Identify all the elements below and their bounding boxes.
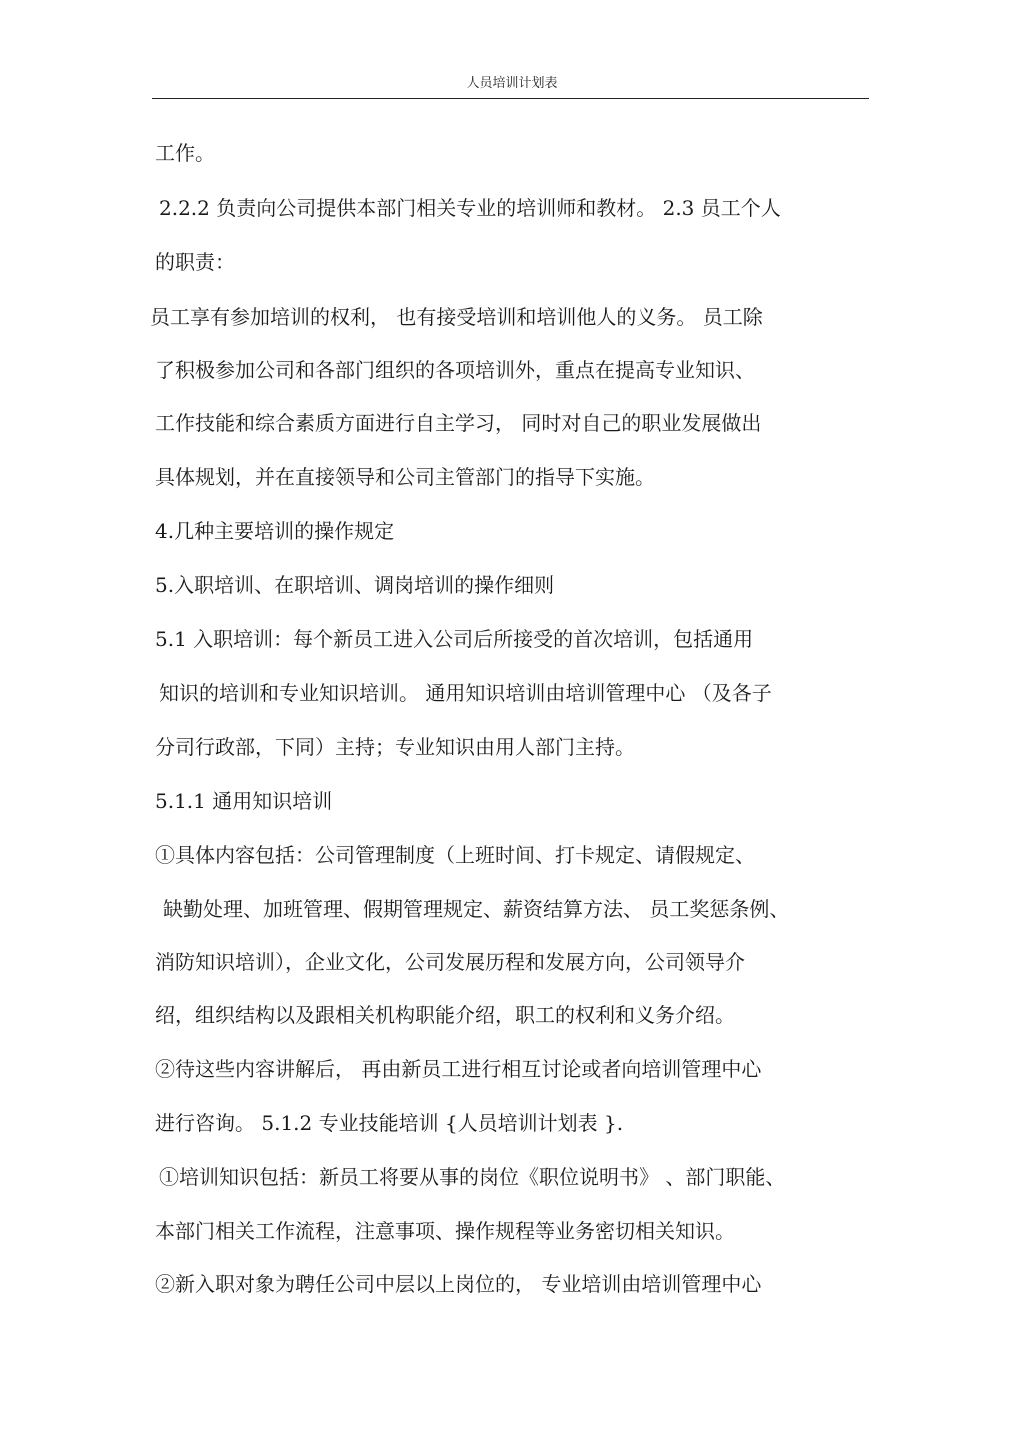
page-header-title: 人员培训计划表 [466,76,558,91]
text-line: 进行咨询。 5.1.2 专业技能培训 {人员培训计划表 }. [155,1111,624,1135]
text-line: ②新入职对象为聘任公司中层以上岗位的， 专业培训由培训管理中心 [155,1272,762,1296]
header-divider [152,98,869,99]
text-line: 了积极参加公司和各部门组织的各项培训外，重点在提高专业知识、 [155,358,755,382]
text-line: 缺勤处理、加班管理、假期管理规定、薪资结算方法、 员工奖惩条例、 [163,897,790,921]
text-line: 具体规划，并在直接领导和公司主管部门的指导下实施。 [155,465,655,489]
text-line: 工作。 [155,141,215,165]
text-line: 5.1 入职培训：每个新员工进入公司后所接受的首次培训，包括通用 [155,627,754,651]
text-line: 4.几种主要培训的操作规定 [155,519,395,543]
text-line: ②待这些内容讲解后， 再由新员工进行相互讨论或者向培训管理中心 [155,1057,762,1081]
text-line: 知识的培训和专业知识培训。 通用知识培训由培训管理中心 （及各子 [159,681,772,705]
text-line: ①培训知识包括：新员工将要从事的岗位《职位说明书》 、部门职能、 [159,1165,786,1189]
text-line: 员工享有参加培训的权利， 也有接受培训和培训他人的义务。 员工除 [150,305,763,329]
text-line: 消防知识培训），企业文化，公司发展历程和发展方向，公司领导介 [155,950,745,974]
text-line: 绍，组织结构以及跟相关机构职能介绍，职工的权利和义务介绍。 [155,1003,735,1027]
text-line: 5.入职培训、在职培训、调岗培训的操作细则 [155,573,555,597]
text-line: 本部门相关工作流程，注意事项、操作规程等业务密切相关知识。 [155,1219,735,1243]
text-line: 5.1.1 通用知识培训 [155,789,333,813]
text-line: 的职责： [155,250,235,274]
text-line: 工作技能和综合素质方面进行自主学习， 同时对自己的职业发展做出 [155,411,762,435]
text-line: 分司行政部，下同）主持；专业知识由用人部门主持。 [155,735,635,759]
text-line: ①具体内容包括：公司管理制度（上班时间、打卡规定、请假规定、 [155,843,755,867]
text-line: 2.2.2 负责向公司提供本部门相关专业的培训师和教材。 2.3 员工个人 [159,196,781,220]
